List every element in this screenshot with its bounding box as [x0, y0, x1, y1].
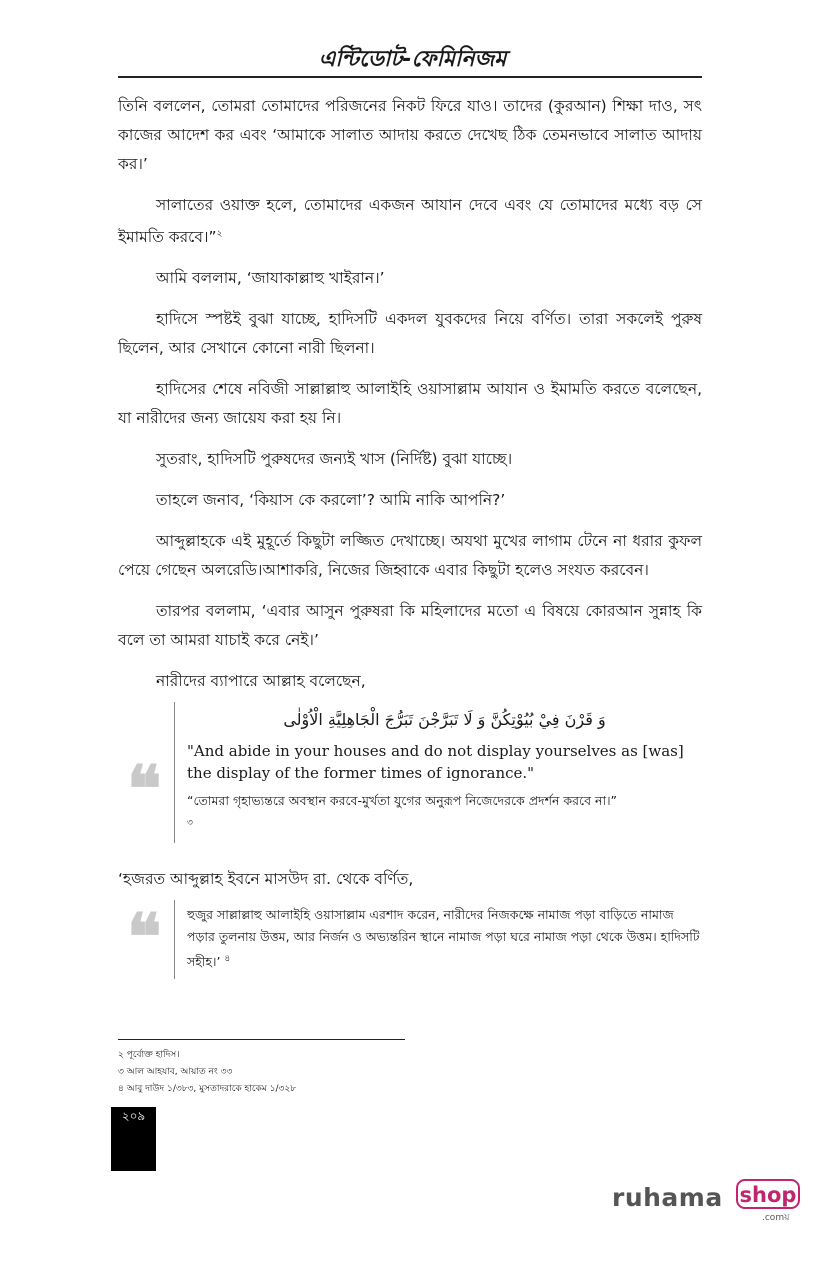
logo-domain: .comয় — [762, 1213, 790, 1223]
footnote-ref: ৪ — [224, 954, 231, 965]
paragraph: সুতরাং, হাদিসটি পুরুষদের জন্যই খাস (নির্দিষ্ট) বুঝা যাচ্ছে। — [156, 450, 513, 469]
hadith-quote-block — [127, 900, 702, 979]
footnote-ref: ২ — [216, 229, 223, 239]
footnote: ২ পূর্বোক্ত হাদিস। — [118, 1050, 180, 1060]
paragraph: আব্দুল্লাহকে এই মুহূর্তে কিছুটা লজ্জিত দেখাচ্ছে। অযথা মুখের লাগাম টেনে না ধরার কুফল পেয়ে গেছেন অলরেডি।আশাকরি, নিজের জিহ্বাকে এবার কিছুটা হলেও সংযত করবেন। — [118, 532, 702, 580]
paragraph: ‘হজরত আব্দুল্লাহ ইবনে মাসউদ রা. থেকে বর্ণিত, — [118, 870, 414, 889]
header-rule — [118, 76, 702, 78]
page-number: ২০৯ — [121, 1109, 146, 1123]
footnote: ৪ আবু দাউদ ১/৩৮৩, মুসতাদরাকে হাকেম ১/৩২৮ — [118, 1084, 297, 1094]
paragraph: তিনি বললেন, তোমরা তোমাদের পরিজনের নিকট ফিরে যাও। তাদের (কুরআন) শিক্ষা দাও, সৎ কাজের আদেশ কর এবং ‘আমাকে সালাত আদায় করতে দেখেছ ঠিক তেমনভাবে সালাত আদায় কর।’ — [118, 97, 702, 173]
hadith-text — [187, 904, 702, 973]
hadith-body: হুজুর সাল্লাল্লাহু আলাইহি ওয়াসাল্লাম এরশাদ করেন, নারীদের নিজকক্ষে নামাজ পড়া বাড়িতে নামাজ পড়ার তুলনায় উত্তম, আর নির্জন ও অভ্যন্তরিন স্থানে নামাজ পড়া ঘরে নামাজ পড়া থেকে উত্তম। হাদিসটি সহীহ।’ — [187, 907, 700, 970]
paragraph-text: সালাতের ওয়াক্ত হলে, তোমাদের একজন আযান দেবে এবং যে তোমাদের মধ্যে বড় সে ইমামতি করবে।” — [118, 196, 702, 247]
translation-text: “তোমরা গৃহাভ্যন্তরে অবস্থান করবে-মুর্খতা যুগের অনুরূপ নিজেদেরকে প্রদর্শন করবে না।” — [187, 793, 618, 809]
logo-shop-badge: shop — [736, 1179, 800, 1209]
paragraph: হাদিসের শেষে নবিজী সাল্লাল্লাহু আলাইহি ওয়াসাল্লাম আযান ও ইমামতি করতে বলেছেন, যা নারীদের জন্য জায়েয করা হয় নি। — [118, 380, 702, 428]
quote-mark-icon: ❝ — [127, 900, 162, 976]
page-content — [118, 92, 702, 991]
running-header: এন্টিডোট-ফেমিনিজম — [318, 47, 507, 72]
footnote-ref: ৩ — [187, 818, 193, 829]
quran-quote-block — [127, 702, 702, 843]
logo-text: ruhama — [612, 1183, 723, 1212]
paragraph: তারপর বললাম, ‘এবার আসুন পুরুষরা কি মহিলাদের মতো এ বিষয়ে কোরআন সুন্নাহ কি বলে তা আমরা যাচাই করে নেই।’ — [118, 602, 702, 650]
paragraph: নারীদের ব্যাপারে আল্লাহ বলেছেন, — [156, 672, 366, 691]
paragraph: তাহলে জনাব, ‘কিয়াস কে করলো’? আমি নাকি আপনি?’ — [156, 491, 506, 510]
footnote-rule — [118, 1039, 405, 1040]
quote-mark-icon: ❝ — [127, 752, 162, 828]
page-number-block — [111, 1107, 156, 1171]
english-translation: "And abide in your houses and do not display yourselves as [was] the display of the former times of ignorance." — [187, 742, 684, 783]
footnote: ৩ আল আহযাব, আয়াত নং ৩৩ — [118, 1067, 233, 1077]
bengali-translation — [187, 790, 702, 837]
paragraph — [118, 191, 702, 252]
paragraph: আমি বললাম, ‘জাযাকাল্লাহু খাইরান।’ — [156, 269, 385, 288]
footnotes — [118, 1047, 518, 1098]
arabic-verse: وَ قَرْنَ فِيْ بُيُوْتِكُنَّ وَ لَا تَبَرَّجْنَ تَبَرُّجَ الْجَاهِلِيَّةِ الْاُوْلٰى — [283, 710, 606, 730]
paragraph: হাদিসে স্পষ্টই বুঝা যাচ্ছে, হাদিসটি একদল যুবকদের নিয়ে বর্ণিত। তারা সকলেই পুরুষ ছিলেন, আর সেখানে কোনো নারী ছিলনা। — [118, 310, 702, 358]
